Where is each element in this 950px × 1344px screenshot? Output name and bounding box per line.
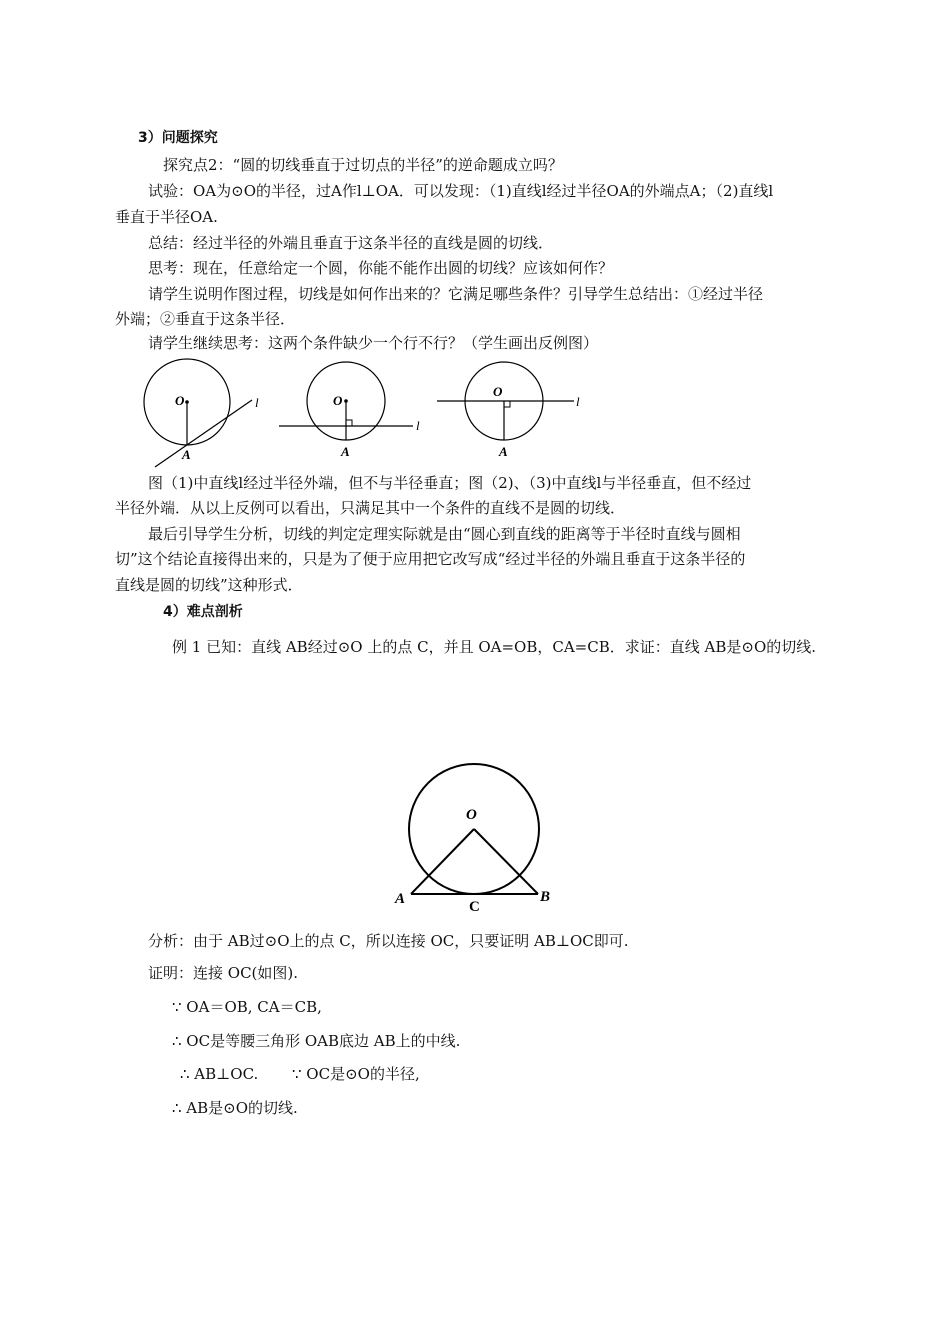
proof-line: 证明：连接 OC(如图). bbox=[148, 964, 299, 982]
paragraph-line: 最后引导学生分析，切线的判定定理实际就是由“圆心到直线的距离等于半径时直线与圆相 bbox=[148, 525, 741, 543]
proof-step: ∴ AB⊥OC. bbox=[180, 1065, 259, 1083]
label-o: O bbox=[493, 384, 503, 399]
label-o: O bbox=[466, 807, 477, 823]
paragraph-line: 试验：OA为⊙O的半径，过A作l⊥OA．可以发现：（1)直线l经过半径OA的外端点A；（2)直线l bbox=[148, 182, 774, 200]
segment-oa bbox=[411, 829, 474, 894]
segment-ob bbox=[474, 829, 538, 894]
paragraph-line: 半径外端．从以上反例可以看出，只满足其中一个条件的直线不是圆的切线． bbox=[115, 499, 626, 517]
right-angle-mark bbox=[504, 401, 510, 407]
proof-step: ∴ OC是等腰三角形 OAB底边 AB上的中线. bbox=[172, 1032, 461, 1050]
paragraph-line: 外端；②垂直于这条半径． bbox=[115, 310, 296, 328]
figure-2 bbox=[279, 362, 420, 459]
label-o: O bbox=[333, 393, 343, 408]
figure-1 bbox=[144, 359, 259, 467]
paragraph-line: 探究点2：“圆的切线垂直于过切点的半径”的逆命题成立吗？ bbox=[163, 156, 563, 174]
label-a: A bbox=[341, 444, 350, 459]
proof-step: ∵ OC是⊙O的半径, bbox=[292, 1065, 420, 1083]
label-a: A bbox=[182, 447, 191, 462]
paragraph-line: 请学生说明作图过程，切线是如何作出来的？它满足哪些条件？引导学生总结出：①经过半径 bbox=[148, 285, 764, 303]
paragraph-line: 垂直于半径OA. bbox=[115, 208, 218, 226]
example-figure bbox=[390, 755, 565, 915]
paragraph-line: 请学生继续思考：这两个条件缺少一个行不行？（学生画出反例图） bbox=[148, 334, 599, 352]
label-o: O bbox=[175, 393, 185, 408]
right-angle-mark bbox=[346, 420, 352, 426]
label-b: B bbox=[540, 889, 551, 905]
line-l bbox=[155, 400, 252, 467]
paragraph-line: 直线是圆的切线”这种形式． bbox=[115, 576, 303, 594]
paragraph-line: 切”这个结论直接得出来的，只是为了便于应用把它改写成“经过半径的外端且垂直于这条半径的 bbox=[115, 550, 746, 568]
example-1: 例 1 已知：直线 AB经过⊙O 上的点 C，并且 OA=OB，CA=CB．求证：直线 AB是⊙O的切线. bbox=[172, 638, 817, 656]
label-a: A bbox=[395, 891, 406, 907]
paragraph-line: 图（1)中直线l经过半径外端，但不与半径垂直；图（2)、（3)中直线l与半径垂直，但不经过 bbox=[148, 474, 752, 492]
proof-step: ∵ OA＝OB, CA＝CB, bbox=[172, 998, 322, 1016]
label-c: C bbox=[469, 899, 480, 915]
label-l: l bbox=[576, 394, 580, 409]
section-3-heading: 3）问题探究 bbox=[138, 130, 218, 146]
label-l: l bbox=[416, 418, 420, 433]
section-4-heading: 4）难点剖析 bbox=[163, 604, 243, 620]
label-l: l bbox=[255, 395, 259, 410]
analysis-line: 分析：由于 AB过⊙O上的点 C，所以连接 OC，只要证明 AB⊥OC即可. bbox=[148, 932, 629, 950]
figure-3 bbox=[437, 362, 580, 459]
proof-step: ∴ AB是⊙O的切线. bbox=[172, 1099, 298, 1117]
paragraph-line: 总结：经过半径的外端且垂直于这条半径的直线是圆的切线． bbox=[148, 234, 554, 252]
paragraph-line: 思考：现在，任意给定一个圆，你能不能作出圆的切线？应该如何作？ bbox=[148, 259, 614, 277]
label-a: A bbox=[499, 444, 508, 459]
counterexample-figures bbox=[140, 355, 590, 470]
